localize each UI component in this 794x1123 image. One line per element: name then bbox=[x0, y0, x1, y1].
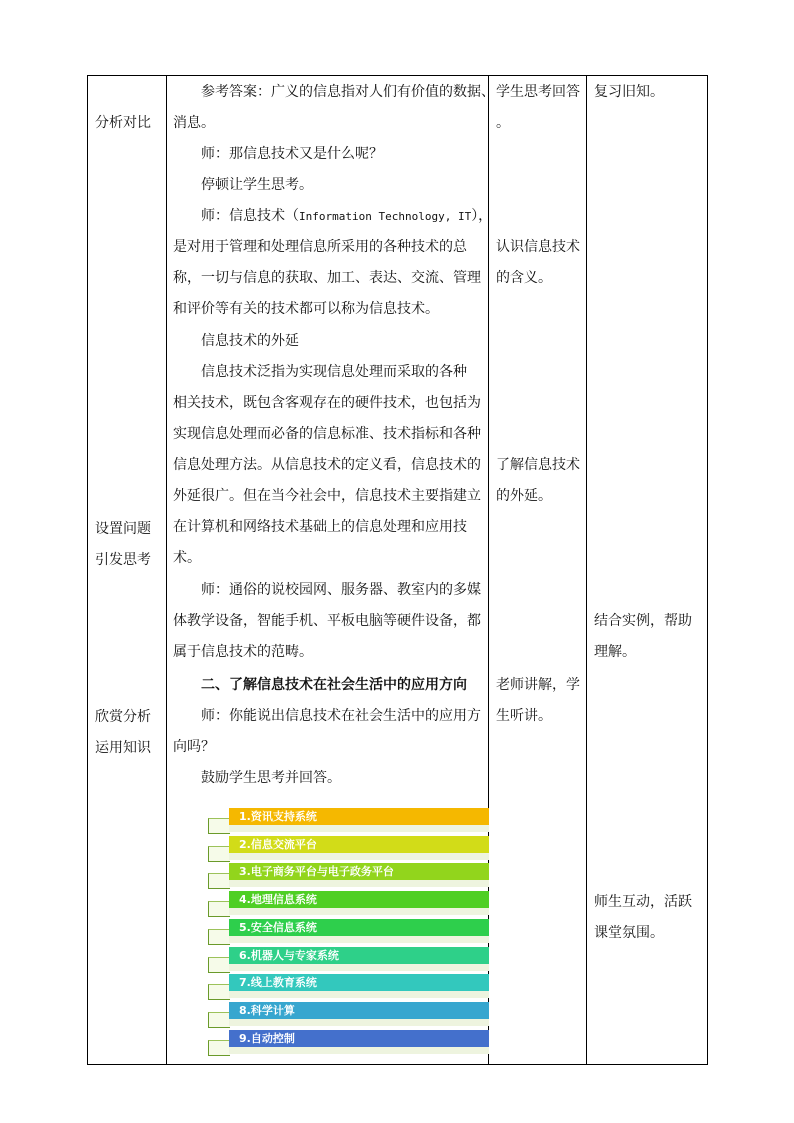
student-answer-line1: 学生思考回答 bbox=[496, 84, 580, 100]
application-item-label: 4.地理信息系统 bbox=[229, 891, 489, 908]
application-item bbox=[208, 836, 490, 864]
extension-line4: 信息处理方法。从信息技术的定义看，信息技术的 bbox=[173, 457, 481, 473]
student-listen-line2: 生听讲。 bbox=[496, 708, 552, 724]
application-item bbox=[208, 919, 490, 947]
bar-shadow bbox=[229, 964, 489, 971]
bar-connector bbox=[208, 1040, 230, 1056]
encourage-note: 鼓励学生思考并回答。 bbox=[201, 770, 341, 786]
bar-shadow bbox=[229, 853, 489, 860]
application-item-label: 3.电子商务平台与电子政务平台 bbox=[229, 863, 489, 880]
application-item-label: 5.安全信息系统 bbox=[229, 919, 489, 936]
bar-shadow bbox=[229, 1019, 489, 1026]
extension-line3: 实现信息处理而必备的信息标准、技术指标和各种 bbox=[173, 426, 481, 442]
teacher-activity-column bbox=[167, 76, 495, 1065]
extension-line2: 相关技术，既包含客观存在的硬件技术，也包括为 bbox=[173, 395, 481, 411]
bar-connector bbox=[208, 984, 230, 1000]
student-listen-line1: 老师讲解，学 bbox=[496, 677, 580, 693]
bar-connector bbox=[208, 1012, 230, 1028]
definition-line2: 是对用于管理和处理信息所采用的各种技术的总 bbox=[173, 239, 467, 255]
answer-line2: 消息。 bbox=[173, 115, 215, 131]
application-item bbox=[208, 1030, 490, 1058]
intent-interact-line1: 师生互动，活跃 bbox=[594, 894, 692, 910]
extension-line5: 外延很广。但在当今社会中，信息技术主要指建立 bbox=[173, 488, 481, 504]
stage-question-line2: 引发思考 bbox=[95, 552, 151, 568]
stage-appreciate-line2: 运用知识 bbox=[95, 740, 151, 756]
bar-shadow bbox=[229, 1047, 489, 1054]
bar-shadow bbox=[229, 908, 489, 915]
application-item-label: 6.机器人与专家系统 bbox=[229, 947, 489, 964]
bar-connector bbox=[208, 901, 230, 917]
bar-connector bbox=[208, 957, 230, 973]
extension-line6: 在计算机和网络技术基础上的信息处理和应用技 bbox=[173, 519, 467, 535]
student-meaning-line2: 的含义。 bbox=[496, 270, 552, 286]
bar-shadow bbox=[229, 991, 489, 998]
student-answer-line2: 。 bbox=[496, 115, 510, 131]
student-extension-line1: 了解信息技术 bbox=[496, 457, 580, 473]
extension-title: 信息技术的外延 bbox=[201, 333, 299, 349]
application-question-line1: 师：你能说出信息技术在社会生活中的应用方 bbox=[201, 708, 481, 724]
application-list-graphic bbox=[208, 808, 490, 1058]
bar-connector bbox=[208, 818, 230, 834]
application-item-label: 1.资讯支持系统 bbox=[229, 808, 489, 825]
intent-review: 复习旧知。 bbox=[594, 84, 664, 100]
application-item-label: 9.自动控制 bbox=[229, 1030, 489, 1047]
example-line1: 师：通俗的说校园网、服务器、教室内的多媒 bbox=[201, 582, 481, 598]
student-extension-line2: 的外延。 bbox=[496, 488, 552, 504]
intent-interact-line2: 课堂氛围。 bbox=[594, 925, 664, 941]
intent-example-line1: 结合实例，帮助 bbox=[594, 613, 692, 629]
stage-question-line1: 设置问题 bbox=[95, 521, 151, 537]
bar-connector bbox=[208, 873, 230, 889]
application-item bbox=[208, 808, 490, 836]
intent-example-line2: 理解。 bbox=[594, 644, 636, 660]
definition-line1: 师：信息技术（Information Technology, IT）， bbox=[201, 208, 493, 224]
application-item bbox=[208, 863, 490, 891]
application-item bbox=[208, 947, 490, 975]
design-intent-column bbox=[587, 76, 708, 1065]
application-item bbox=[208, 974, 490, 1002]
definition-line3: 称，一切与信息的获取、加工、表达、交流、管理 bbox=[173, 270, 481, 286]
teacher-question: 师：那信息技术又是什么呢？ bbox=[201, 146, 383, 162]
answer-line1: 参考答案：广义的信息指对人们有价值的数据、 bbox=[201, 84, 495, 100]
bar-connector bbox=[208, 929, 230, 945]
section-heading: 二、了解信息技术在社会生活中的应用方向 bbox=[201, 677, 467, 693]
bar-shadow bbox=[229, 880, 489, 887]
stage-column bbox=[88, 76, 167, 1065]
extension-line7: 术。 bbox=[173, 550, 201, 566]
pause-note: 停顿让学生思考。 bbox=[201, 177, 313, 193]
application-item-label: 2.信息交流平台 bbox=[229, 836, 489, 853]
bar-connector bbox=[208, 846, 230, 862]
application-item-label: 7.线上教育系统 bbox=[229, 974, 489, 991]
student-activity-column bbox=[489, 76, 587, 1065]
stage-appreciate-line1: 欣赏分析 bbox=[95, 709, 151, 725]
application-item bbox=[208, 1002, 490, 1030]
definition-line4: 和评价等有关的技术都可以称为信息技术。 bbox=[173, 301, 439, 317]
extension-line1: 信息技术泛指为实现信息处理而采取的各种 bbox=[201, 364, 467, 380]
application-item-label: 8.科学计算 bbox=[229, 1002, 489, 1019]
example-line3: 属于信息技术的范畴。 bbox=[173, 644, 313, 660]
bar-shadow bbox=[229, 936, 489, 943]
stage-analysis: 分析对比 bbox=[95, 115, 151, 131]
student-meaning-line1: 认识信息技术 bbox=[496, 239, 580, 255]
application-item bbox=[208, 891, 490, 919]
example-line2: 体教学设备，智能手机、平板电脑等硬件设备，都 bbox=[173, 613, 481, 629]
lesson-plan-table bbox=[87, 75, 708, 1065]
bar-shadow bbox=[229, 825, 489, 832]
application-question-line2: 向吗？ bbox=[173, 739, 215, 755]
